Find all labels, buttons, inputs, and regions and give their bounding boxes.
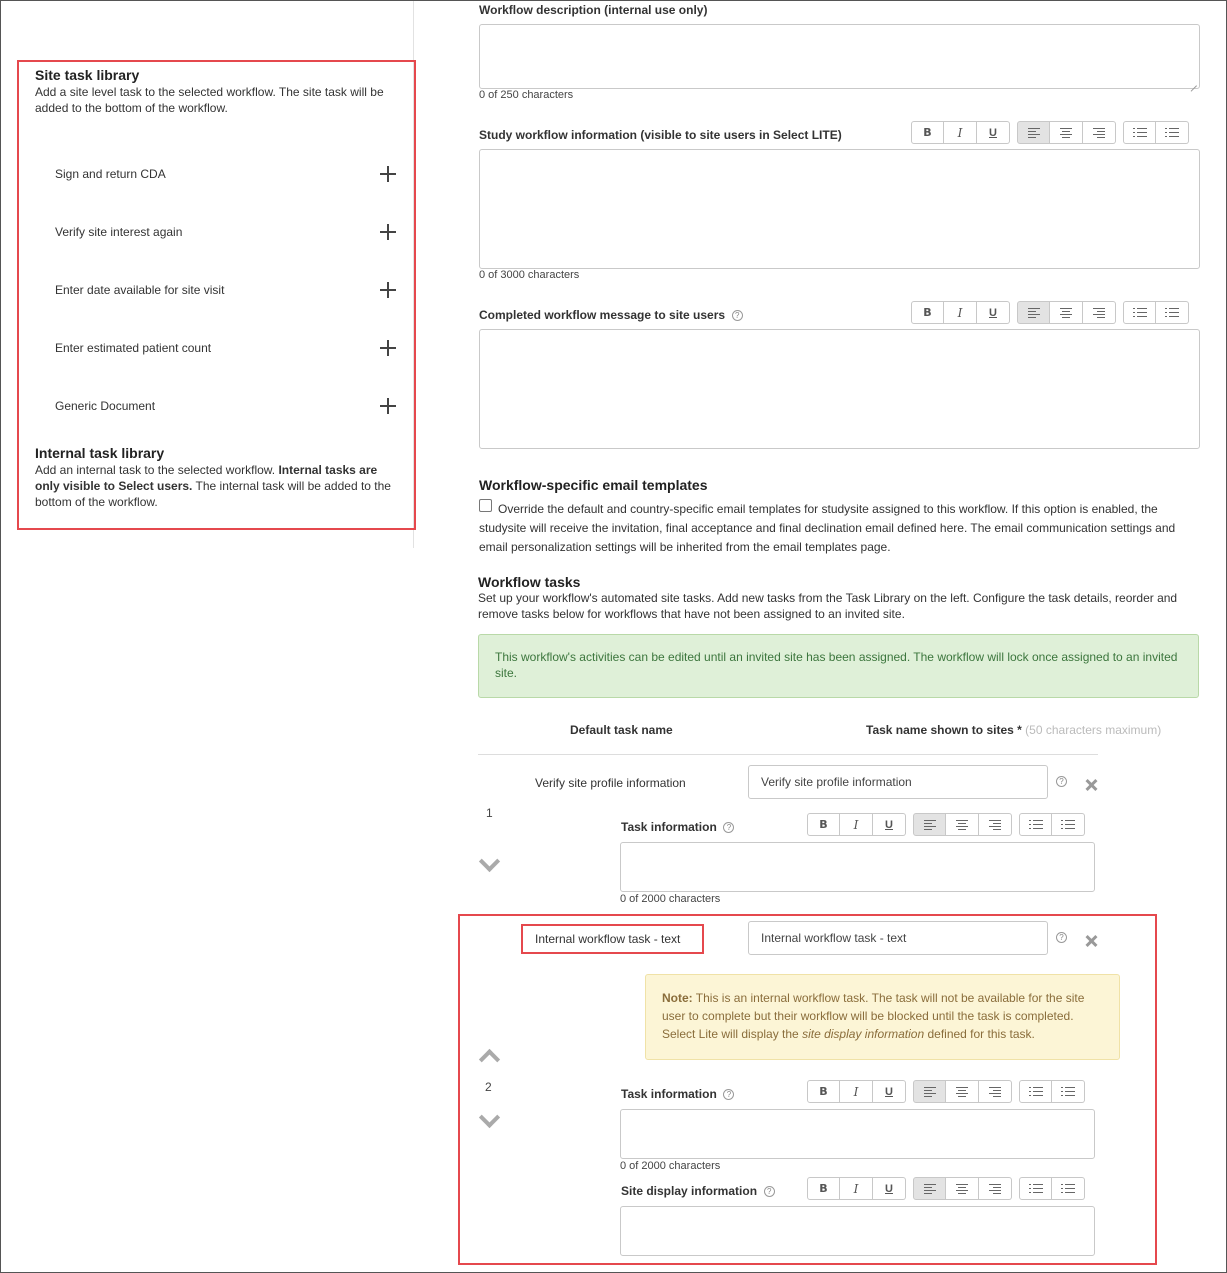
- align-left-button[interactable]: [913, 1080, 946, 1103]
- task-info-input[interactable]: [620, 1109, 1095, 1159]
- task-shown-name-input[interactable]: Verify site profile information: [748, 765, 1048, 799]
- underline-button[interactable]: U: [977, 301, 1010, 324]
- bullet-list-icon: [1029, 820, 1043, 829]
- task-info-counter: 0 of 2000 characters: [620, 1160, 721, 1172]
- align-right-icon: [989, 1087, 1001, 1096]
- add-icon[interactable]: [380, 340, 396, 356]
- bold-button[interactable]: B: [911, 301, 944, 324]
- align-left-icon: [924, 820, 936, 829]
- align-center-button[interactable]: [946, 1177, 979, 1200]
- numbered-list-button[interactable]: [1052, 1177, 1085, 1200]
- numbered-list-icon: [1061, 820, 1075, 829]
- help-icon[interactable]: ?: [723, 1089, 734, 1100]
- completed-message-label: Completed workflow message to site users ?: [479, 308, 743, 322]
- bold-button[interactable]: B: [807, 1080, 840, 1103]
- bullet-list-button[interactable]: [1019, 813, 1052, 836]
- numbered-list-button[interactable]: [1156, 301, 1189, 324]
- numbered-list-button[interactable]: [1052, 1080, 1085, 1103]
- bold-button[interactable]: B: [807, 813, 840, 836]
- align-center-icon: [956, 820, 968, 829]
- bold-button[interactable]: B: [911, 121, 944, 144]
- study-workflow-info-counter: 0 of 3000 characters: [479, 269, 580, 281]
- align-right-icon: [989, 1184, 1001, 1193]
- underline-button[interactable]: U: [977, 121, 1010, 144]
- site-display-info-toolbar: [807, 1177, 1085, 1201]
- move-down-icon[interactable]: [478, 1113, 500, 1127]
- underline-button[interactable]: U: [873, 813, 906, 836]
- align-left-icon: [924, 1087, 936, 1096]
- italic-button[interactable]: I: [840, 1080, 873, 1103]
- align-center-icon: [956, 1184, 968, 1193]
- align-left-icon: [1028, 308, 1040, 317]
- library-item-verify-interest[interactable]: [55, 220, 400, 244]
- align-left-button[interactable]: [1017, 121, 1050, 144]
- help-icon[interactable]: ?: [1056, 932, 1067, 943]
- task-info-input[interactable]: [620, 842, 1095, 892]
- align-left-button[interactable]: [1017, 301, 1050, 324]
- library-item-generic-document[interactable]: [55, 394, 400, 418]
- task-default-name: Internal workflow task - text: [535, 932, 681, 946]
- move-up-icon[interactable]: [478, 1048, 500, 1062]
- task-shown-name-input[interactable]: Internal workflow task - text: [748, 921, 1048, 955]
- italic-button[interactable]: I: [840, 813, 873, 836]
- underline-button[interactable]: U: [873, 1177, 906, 1200]
- task-info-label: Task information ?: [621, 1087, 734, 1101]
- internal-task-library-description: Add an internal task to the selected workflow. Internal tasks are only visible to Select users. The internal task will be added to the bottom of the workflow.: [35, 463, 391, 509]
- align-right-button[interactable]: [979, 1080, 1012, 1103]
- workflow-tasks-description: Set up your workflow's automated site tasks. Add new tasks from the Task Library on the left. Configure the task details, reorder and remove tasks below for workflows that have not been assigned to an invited site.: [478, 591, 1178, 621]
- remove-task-icon[interactable]: [1085, 779, 1097, 791]
- bullet-list-icon: [1133, 308, 1147, 317]
- library-item-sign-cda[interactable]: [55, 162, 400, 186]
- align-right-icon: [1093, 308, 1105, 317]
- align-right-button[interactable]: [1083, 301, 1116, 324]
- bullet-list-button[interactable]: [1019, 1080, 1052, 1103]
- align-left-icon: [924, 1184, 936, 1193]
- workflow-description-label: Workflow description (internal use only): [479, 3, 708, 17]
- study-workflow-info-toolbar: [911, 121, 1189, 145]
- bullet-list-icon: [1029, 1087, 1043, 1096]
- override-email-text: Override the default and country-specific email templates for studysite assigned to this workflow. If this option is enabled, the studysite will receive the invitation, final acceptance and final declination email defined here. The email communication settings and email personalization settings will be inherited from the email templates page.: [479, 502, 1176, 554]
- align-center-button[interactable]: [1050, 301, 1083, 324]
- column-header-default-name: Default task name: [570, 723, 673, 737]
- align-left-button[interactable]: [913, 1177, 946, 1200]
- bold-button[interactable]: B: [807, 1177, 840, 1200]
- numbered-list-icon: [1061, 1087, 1075, 1096]
- bullet-list-button[interactable]: [1123, 301, 1156, 324]
- completed-message-toolbar: [911, 301, 1189, 325]
- numbered-list-icon: [1165, 308, 1179, 317]
- column-header-shown-name: Task name shown to sites * (50 characters maximum): [866, 723, 1162, 737]
- library-item-label: Enter date available for site visit: [55, 283, 225, 297]
- align-right-button[interactable]: [1083, 121, 1116, 144]
- align-center-button[interactable]: [946, 813, 979, 836]
- task-index: 2: [485, 1080, 492, 1094]
- move-down-icon[interactable]: [478, 857, 500, 871]
- help-icon[interactable]: ?: [723, 822, 734, 833]
- help-icon[interactable]: ?: [764, 1186, 775, 1197]
- italic-button[interactable]: I: [944, 301, 977, 324]
- task-info-toolbar: [807, 1080, 1085, 1104]
- library-item-label: Sign and return CDA: [55, 167, 166, 181]
- align-left-button[interactable]: [913, 813, 946, 836]
- task-index: 1: [486, 806, 493, 820]
- library-item-patient-count[interactable]: [55, 336, 400, 360]
- task-info-label: Task information ?: [621, 820, 734, 834]
- site-display-info-input[interactable]: [620, 1206, 1095, 1256]
- underline-button[interactable]: U: [873, 1080, 906, 1103]
- align-center-icon: [1060, 308, 1072, 317]
- site-task-library-description: Add a site level task to the selected workflow. The site task will be added to the bottom of the workflow.: [35, 85, 384, 115]
- completed-message-input[interactable]: [479, 329, 1200, 449]
- internal-task-library-title: Internal task library: [35, 445, 165, 461]
- bullet-list-button[interactable]: [1019, 1177, 1052, 1200]
- add-icon[interactable]: [380, 224, 396, 240]
- internal-task-note: Note: This is an internal workflow task. The task will not be available for the site user to complete but their workflow will be blocked until the task is completed. Select Lite will display the site display information defined for this task.: [645, 974, 1120, 1060]
- align-right-button[interactable]: [979, 813, 1012, 836]
- resize-grip-icon[interactable]: [1189, 78, 1197, 86]
- bullet-list-icon: [1133, 128, 1147, 137]
- add-icon[interactable]: [380, 398, 396, 414]
- site-display-info-label: Site display information ?: [621, 1184, 775, 1198]
- study-workflow-info-label: Study workflow information (visible to site users in Select LITE): [479, 128, 842, 142]
- add-icon[interactable]: [380, 282, 396, 298]
- remove-task-icon[interactable]: [1085, 935, 1097, 947]
- align-center-button[interactable]: [1050, 121, 1083, 144]
- align-center-icon: [956, 1087, 968, 1096]
- task-info-toolbar: [807, 813, 1085, 837]
- align-center-button[interactable]: [946, 1080, 979, 1103]
- numbered-list-icon: [1061, 1184, 1075, 1193]
- library-item-label: Enter estimated patient count: [55, 341, 212, 355]
- study-workflow-info-input[interactable]: [479, 149, 1200, 269]
- align-right-button[interactable]: [979, 1177, 1012, 1200]
- add-icon[interactable]: [380, 166, 396, 182]
- library-item-label: Generic Document: [55, 399, 156, 413]
- workflow-tasks-title: Workflow tasks: [478, 574, 581, 590]
- bullet-list-icon: [1029, 1184, 1043, 1193]
- help-icon[interactable]: ?: [1056, 776, 1067, 787]
- bullet-list-button[interactable]: [1123, 121, 1156, 144]
- numbered-list-button[interactable]: [1156, 121, 1189, 144]
- italic-button[interactable]: I: [840, 1177, 873, 1200]
- align-right-icon: [1093, 128, 1105, 137]
- align-center-icon: [1060, 128, 1072, 137]
- italic-button[interactable]: I: [944, 121, 977, 144]
- workflow-lock-alert: This workflow's activities can be edited until an invited site has been assigned. The workflow will lock once assigned to an invited site.: [478, 634, 1199, 698]
- align-left-icon: [1028, 128, 1040, 137]
- library-item-site-visit-date[interactable]: [55, 278, 400, 302]
- numbered-list-icon: [1165, 128, 1179, 137]
- site-task-library-title: Site task library: [35, 67, 140, 83]
- task-info-counter: 0 of 2000 characters: [620, 893, 721, 905]
- library-item-label: Verify site interest again: [55, 225, 183, 239]
- align-right-icon: [989, 820, 1001, 829]
- workflow-description-counter: 0 of 250 characters: [479, 89, 574, 101]
- header-divider: [478, 754, 1098, 755]
- help-icon[interactable]: ?: [732, 310, 743, 321]
- email-templates-title: Workflow-specific email templates: [479, 477, 708, 493]
- workflow-description-input[interactable]: [479, 24, 1200, 89]
- numbered-list-button[interactable]: [1052, 813, 1085, 836]
- task-default-name: Verify site profile information: [535, 776, 686, 790]
